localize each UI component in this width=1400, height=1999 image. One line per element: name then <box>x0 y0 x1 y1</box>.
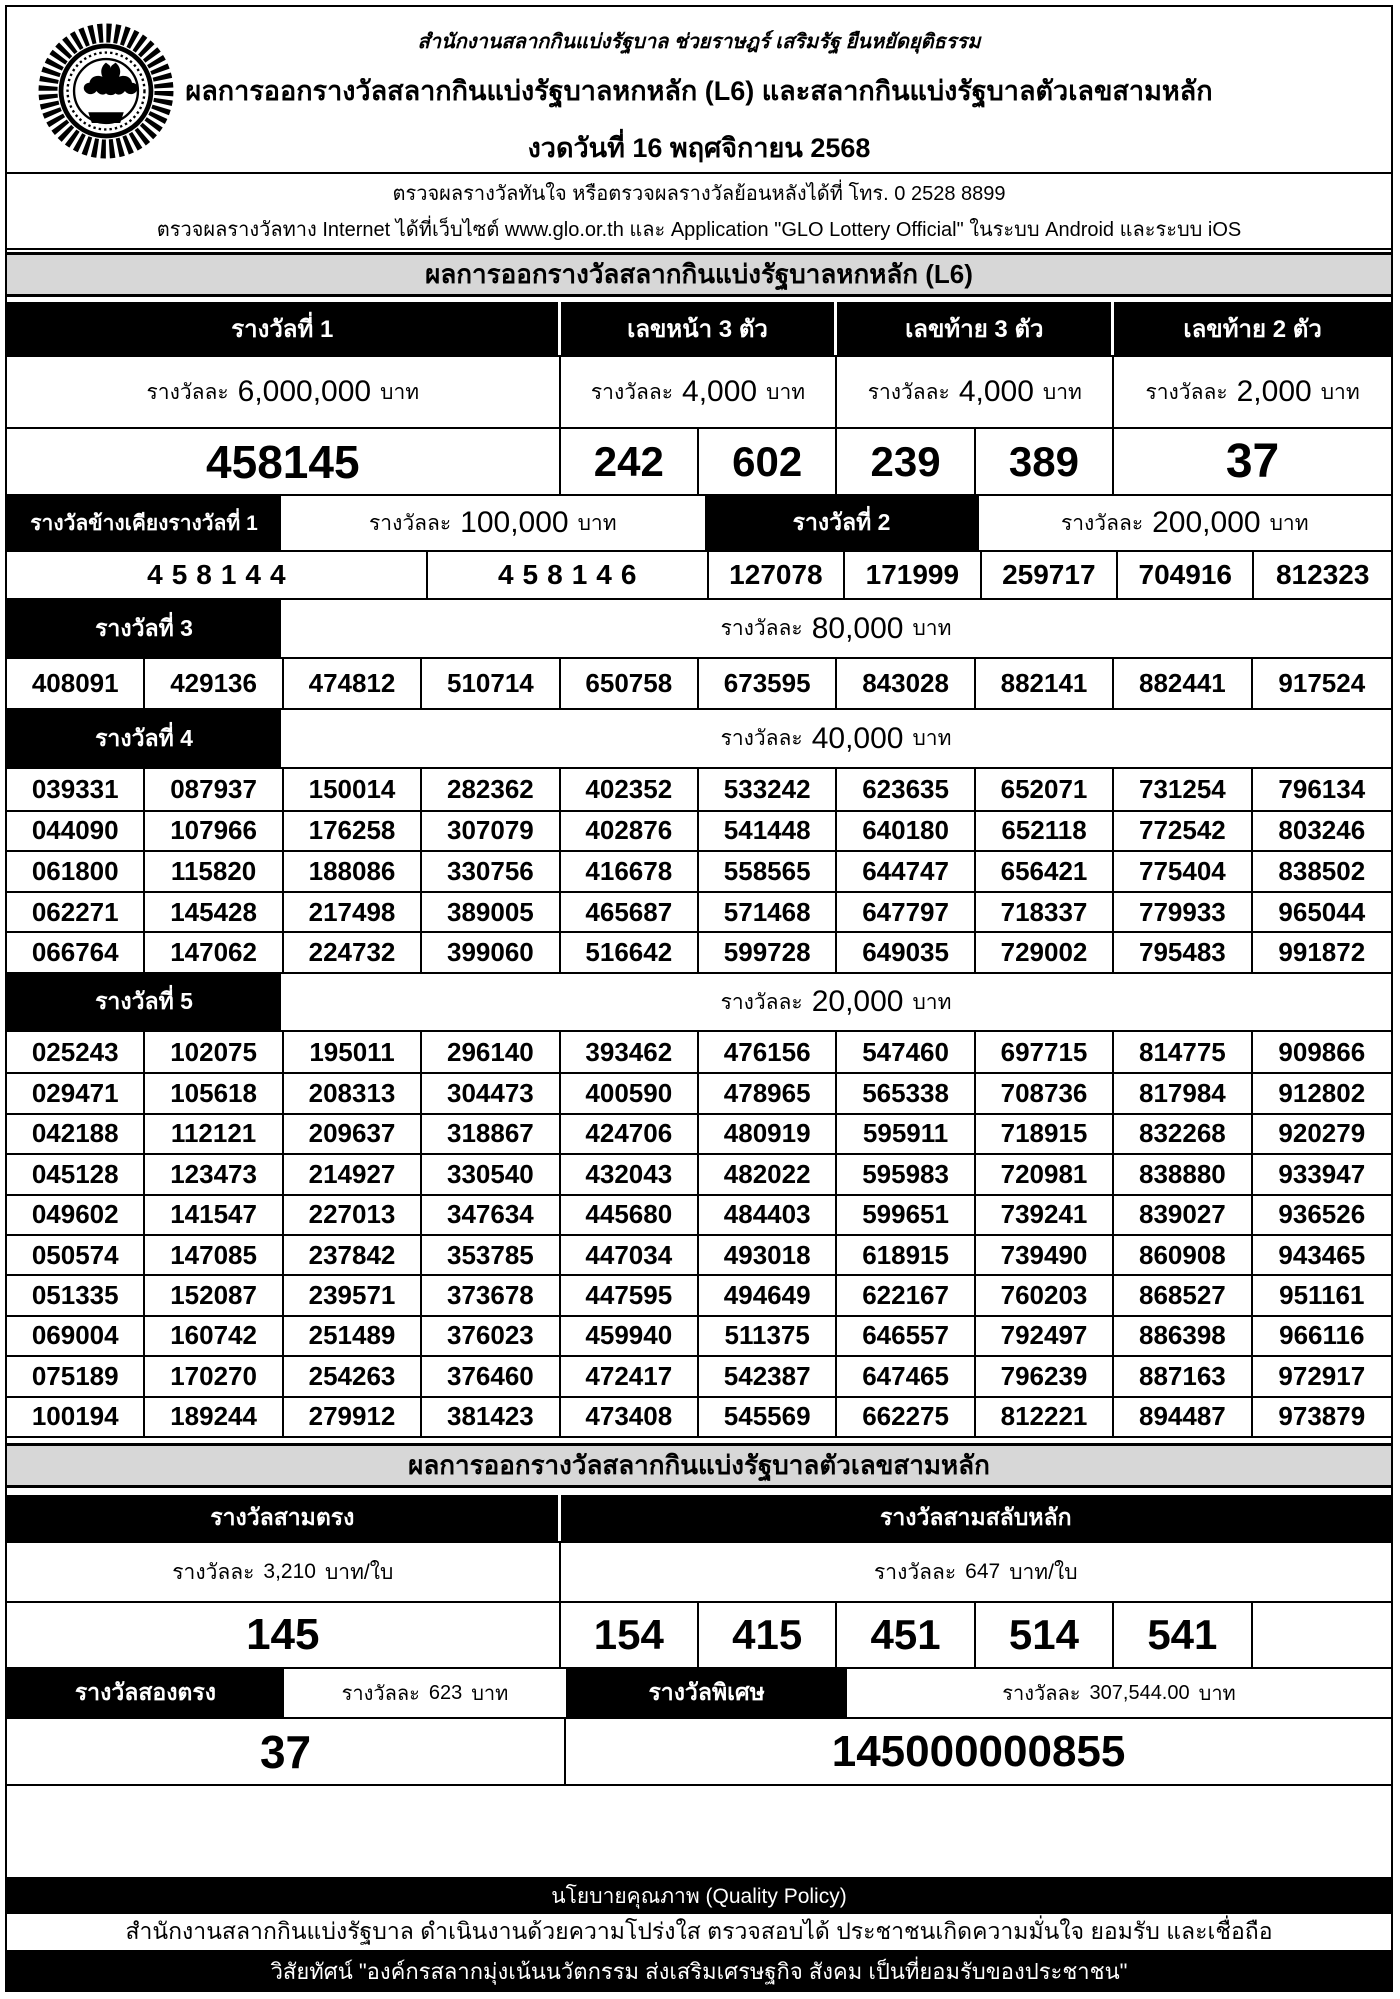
agency-motto: สำนักงานสลากกินแบ่งรัฐบาล ช่วยราษฎร์ เสริมรัฐ ยืนหยัดยุติธรรม <box>417 31 981 53</box>
prize-number: 429136 <box>145 659 283 708</box>
front3-prize-amount <box>561 357 838 427</box>
fourth-prize-amount <box>281 710 1391 767</box>
third-prize-label: รางวัลที่ 3 <box>7 600 281 657</box>
prize-number: 652071 <box>976 769 1114 810</box>
prize-number: 189244 <box>145 1396 283 1436</box>
l6-prize-amounts-row <box>7 357 1391 429</box>
adjacent-number: 458146 <box>428 552 709 598</box>
prize-per-label: รางวัลละ <box>720 990 803 1014</box>
prize-amount: 307,544.00 <box>1089 1681 1190 1704</box>
three-shuffle-number: 451 <box>837 1603 975 1667</box>
prize-number: 814775 <box>1114 1032 1252 1072</box>
prize-per-label: รางวัลละ <box>172 1560 255 1584</box>
prize-per-label: รางวัลละ <box>341 1683 420 1705</box>
prize-per-label: รางวัลละ <box>720 727 803 750</box>
prize-number: 209637 <box>284 1113 422 1153</box>
prize-number: 432043 <box>561 1153 699 1193</box>
prize-number: 599728 <box>699 931 837 972</box>
prize-number: 304473 <box>422 1072 560 1112</box>
prize-number: 373678 <box>422 1274 560 1314</box>
fourth-prize-label: รางวัลที่ 4 <box>7 710 281 767</box>
prize-number: 868527 <box>1114 1274 1252 1314</box>
first-prize-amount <box>7 357 561 427</box>
prize-number: 516642 <box>561 931 699 972</box>
adjacent-number: 458144 <box>7 552 428 598</box>
prize-number: 150014 <box>284 769 422 810</box>
adjacent-prize-amount <box>281 496 705 550</box>
prize-number: 062271 <box>7 891 145 932</box>
baht-label: บาท <box>380 380 420 404</box>
prize-number: 772542 <box>1114 810 1252 851</box>
prize-number: 545569 <box>699 1396 837 1436</box>
first-prize-header: รางวัลที่ 1 <box>7 302 561 355</box>
prize-amount: 623 <box>428 1681 463 1704</box>
prize-number: 282362 <box>422 769 560 810</box>
prize-amount: 647 <box>965 1560 1001 1583</box>
prize-number: 141547 <box>145 1194 283 1234</box>
prize-number: 482022 <box>699 1153 837 1193</box>
fifth-prize-header-row <box>7 974 1391 1032</box>
prize-number: 251489 <box>284 1315 422 1355</box>
blank-area <box>7 1786 1391 1879</box>
three-shuffle-label: รางวัลสามสลับหลัก <box>561 1495 1391 1541</box>
prize-number: 718337 <box>976 891 1114 932</box>
prize-number: 887163 <box>1114 1355 1252 1395</box>
front3-number: 242 <box>561 429 699 494</box>
prize-number: 795483 <box>1114 931 1252 972</box>
prize-number: 838502 <box>1253 850 1391 891</box>
prize-number: 353785 <box>422 1234 560 1274</box>
prize-number: 402352 <box>561 769 699 810</box>
front3-number: 602 <box>699 429 837 494</box>
prize-number: 894487 <box>1114 1396 1252 1436</box>
prize-number: 123473 <box>145 1153 283 1193</box>
prize-amount: 2,000 <box>1236 375 1312 408</box>
prize-number: 330540 <box>422 1153 560 1193</box>
prize-number: 330756 <box>422 850 560 891</box>
baht-label: บาท <box>912 990 952 1014</box>
prize-number: 376023 <box>422 1315 560 1355</box>
check-results-info <box>7 172 1391 250</box>
prize-number: 465687 <box>561 891 699 932</box>
l6-winning-numbers-row <box>7 429 1391 496</box>
prize-per-label: รางวัลละ <box>874 1560 957 1584</box>
n3-section-title: ผลการออกรางวัลสลากกินแบ่งรัฐบาลตัวเลขสามหลัก <box>7 1443 1391 1488</box>
prize-number: 389005 <box>422 891 560 932</box>
prize-number: 622167 <box>837 1274 975 1314</box>
three-shuffle-number: 415 <box>699 1603 837 1667</box>
n3-prize-amounts-row <box>7 1543 1391 1603</box>
prize-number: 966116 <box>1253 1315 1391 1355</box>
prize-number: 045128 <box>7 1153 145 1193</box>
last3-prize-amount <box>837 357 1114 427</box>
prize-number: 565338 <box>837 1072 975 1112</box>
fifth-prize-label: รางวัลที่ 5 <box>7 974 281 1030</box>
baht-label: บาท <box>471 1683 509 1705</box>
third-prize-header-row <box>7 600 1391 659</box>
prize-number: 599651 <box>837 1194 975 1234</box>
prize-number: 494649 <box>699 1274 837 1314</box>
prize-amount: 40,000 <box>811 721 904 755</box>
third-prize-numbers-grid <box>7 659 1391 710</box>
prize-number: 595911 <box>837 1113 975 1153</box>
prize-number: 459940 <box>561 1315 699 1355</box>
prize-number: 214927 <box>284 1153 422 1193</box>
prize-number: 511375 <box>699 1315 837 1355</box>
prize-number: 195011 <box>284 1032 422 1072</box>
prize-number: 112121 <box>145 1113 283 1153</box>
baht-label: บาท <box>912 617 952 640</box>
adjacent-second-numbers-row <box>7 552 1391 600</box>
prize-number: 254263 <box>284 1355 422 1395</box>
prize-number: 817984 <box>1114 1072 1252 1112</box>
prize-number: 533242 <box>699 769 837 810</box>
prize-number: 618915 <box>837 1234 975 1274</box>
last2-number: 37 <box>1225 435 1280 488</box>
prize-number: 936526 <box>1253 1194 1391 1234</box>
prize-number: 640180 <box>837 810 975 851</box>
prize-number: 760203 <box>976 1274 1114 1314</box>
two-straight-label: รางวัลสองตรง <box>7 1669 284 1717</box>
prize-number: 739490 <box>976 1234 1114 1274</box>
prize-number: 152087 <box>145 1274 283 1314</box>
baht-label: บาท <box>1269 511 1309 535</box>
baht-label: บาท <box>1320 380 1360 404</box>
prize-number: 510714 <box>422 659 560 708</box>
prize-amount: 6,000,000 <box>237 375 372 408</box>
prize-number: 595983 <box>837 1153 975 1193</box>
prize-number: 416678 <box>561 850 699 891</box>
three-shuffle-number: 541 <box>1114 1603 1252 1667</box>
second-prize-label: รางวัลที่ 2 <box>705 496 979 550</box>
prize-number: 445680 <box>561 1194 699 1234</box>
three-shuffle-number: 154 <box>561 1603 699 1667</box>
prize-number: 480919 <box>699 1113 837 1153</box>
baht-label: บาท <box>766 380 806 404</box>
last3-header: เลขท้าย 3 ตัว <box>837 302 1114 355</box>
prize-number: 920279 <box>1253 1113 1391 1153</box>
three-shuffle-prize-amount <box>561 1543 1391 1601</box>
prize-number: 044090 <box>7 810 145 851</box>
baht-label: บาท <box>577 511 617 535</box>
prize-number: 662275 <box>837 1396 975 1436</box>
three-straight-number: 145 <box>7 1603 561 1667</box>
draw-date: งวดวันที่ 16 พฤศจิกายน 2568 <box>527 133 871 163</box>
prize-number: 102075 <box>145 1032 283 1072</box>
prize-number: 973879 <box>1253 1396 1391 1436</box>
prize-amount: 3,210 <box>263 1560 316 1583</box>
prize-number: 376460 <box>422 1355 560 1395</box>
prize-number: 650758 <box>561 659 699 708</box>
prize-number: 147062 <box>145 931 283 972</box>
front3-header: เลขหน้า 3 ตัว <box>561 302 838 355</box>
prize-number: 646557 <box>837 1315 975 1355</box>
glo-seal-icon <box>35 17 177 165</box>
prize-number: 170270 <box>145 1355 283 1395</box>
three-shuffle-number: 514 <box>976 1603 1114 1667</box>
prize-number: 237842 <box>284 1234 422 1274</box>
prize-number: 647465 <box>837 1355 975 1395</box>
prize-number: 318867 <box>422 1113 560 1153</box>
prize-number: 571468 <box>699 891 837 932</box>
prize-number: 066764 <box>7 931 145 972</box>
fifth-prize-numbers-grid <box>7 1032 1391 1438</box>
prize-number: 188086 <box>284 850 422 891</box>
special-prize-amount <box>847 1669 1391 1717</box>
l6-section-bar-wrap <box>7 250 1391 302</box>
prize-number: 623635 <box>837 769 975 810</box>
prize-amount: 80,000 <box>811 611 904 645</box>
three-straight-label: รางวัลสามตรง <box>7 1495 561 1541</box>
prize-number: 224732 <box>284 931 422 972</box>
prize-number: 731254 <box>1114 769 1252 810</box>
prize-number: 145428 <box>145 891 283 932</box>
prize-number: 775404 <box>1114 850 1252 891</box>
quality-policy-bar: นโยบายคุณภาพ (Quality Policy) <box>7 1879 1391 1914</box>
two-straight-prize-amount <box>284 1669 566 1717</box>
prize-number: 160742 <box>145 1315 283 1355</box>
fourth-prize-header-row <box>7 710 1391 769</box>
prize-number: 447595 <box>561 1274 699 1314</box>
check-results-internet-line: ตรวจผลรางวัลทาง Internet ได้ที่เว็บไซต์ www.glo.or.th และ Application "GLO Lottery Official" ในระบบ Android และระบบ iOS <box>156 218 1242 241</box>
prize-number: 279912 <box>284 1396 422 1436</box>
prize-number: 697715 <box>976 1032 1114 1072</box>
prize-number: 039331 <box>7 769 145 810</box>
prize-number: 647797 <box>837 891 975 932</box>
first-prize-number: 458145 <box>7 429 561 494</box>
prize-number: 400590 <box>561 1072 699 1112</box>
prize-number: 408091 <box>7 659 145 708</box>
prize-number: 105618 <box>145 1072 283 1112</box>
baht-per-ticket-label: บาท/ใบ <box>1009 1560 1078 1584</box>
last3-number: 239 <box>837 429 975 494</box>
prize-number: 493018 <box>699 1234 837 1274</box>
prize-number: 478965 <box>699 1072 837 1112</box>
second-prize-number: 259717 <box>982 552 1118 598</box>
prize-number: 951161 <box>1253 1274 1391 1314</box>
prize-number: 917524 <box>1278 668 1366 698</box>
prize-amount: 100,000 <box>460 506 569 539</box>
prize-number: 239571 <box>284 1274 422 1314</box>
prize-number: 909866 <box>1278 1036 1366 1067</box>
prize-per-label: รางวัลละ <box>867 380 950 404</box>
prize-per-label: รางวัลละ <box>590 380 674 404</box>
prize-number: 029471 <box>7 1072 145 1112</box>
page-title: ผลการออกรางวัลสลากกินแบ่งรัฐบาลหกหลัก (L6) และสลากกินแบ่งรัฐบาลตัวเลขสามหลัก <box>185 76 1213 106</box>
vision-bar: วิสัยทัศน์ "องค์กรสลากมุ่งเน้นนวัตกรรม ส่งเสริมเศรษฐกิจ สังคม เป็นที่ยอมรับของประชาชน" <box>7 1952 1391 1990</box>
prize-number: 393462 <box>561 1032 699 1072</box>
prize-number: 943465 <box>1253 1234 1391 1274</box>
prize-number: 558565 <box>699 850 837 891</box>
prize-number: 803246 <box>1253 810 1391 851</box>
last2-prize-amount <box>1114 357 1391 427</box>
prize-per-label: รางวัลละ <box>1060 511 1144 535</box>
prize-per-label: รางวัลละ <box>146 380 229 404</box>
prize-number: 832268 <box>1114 1113 1252 1153</box>
header <box>7 7 1391 172</box>
prize-number: 025243 <box>7 1032 145 1072</box>
adjacent-prize-label: รางวัลข้างเคียงรางวัลที่ 1 <box>7 496 281 550</box>
prize-number: 991872 <box>1253 931 1391 972</box>
special-prize-number: 145000000855 <box>831 1726 1126 1776</box>
prize-number: 720981 <box>976 1153 1114 1193</box>
fourth-prize-numbers-grid <box>7 769 1391 974</box>
adjacent-second-header-row <box>7 496 1391 552</box>
prize-number: 843028 <box>837 659 975 708</box>
prize-amount: 4,000 <box>958 375 1034 408</box>
prize-number: 208313 <box>284 1072 422 1112</box>
prize-number: 649035 <box>837 931 975 972</box>
prize-per-label: รางวัลละ <box>1145 380 1228 404</box>
prize-amount: 20,000 <box>811 985 904 1018</box>
prize-number: 296140 <box>422 1032 560 1072</box>
n3-section-bar-wrap <box>7 1438 1391 1495</box>
prize-number: 812221 <box>976 1396 1114 1436</box>
prize-number: 729002 <box>976 931 1114 972</box>
prize-number: 933947 <box>1253 1153 1391 1193</box>
three-straight-prize-amount <box>7 1543 561 1601</box>
prize-amount: 4,000 <box>682 375 758 408</box>
prize-number: 476156 <box>699 1032 837 1072</box>
two-special-header-row <box>7 1669 1391 1719</box>
prize-number: 087937 <box>145 769 283 810</box>
prize-number: 656421 <box>976 850 1114 891</box>
prize-number: 061800 <box>7 850 145 891</box>
second-prize-number: 704916 <box>1118 552 1254 598</box>
prize-number: 100194 <box>7 1396 145 1436</box>
prize-number: 792497 <box>976 1315 1114 1355</box>
baht-label: บาท <box>1198 1683 1236 1705</box>
prize-number: 839027 <box>1114 1194 1252 1234</box>
prize-number: 541448 <box>699 810 837 851</box>
prize-number: 424706 <box>561 1113 699 1153</box>
prize-number: 107966 <box>145 810 283 851</box>
prize-number: 381423 <box>422 1396 560 1436</box>
prize-number: 796239 <box>976 1355 1114 1395</box>
prize-number: 347634 <box>422 1194 560 1234</box>
n3-header-row <box>7 1495 1391 1543</box>
prize-number: 447034 <box>561 1234 699 1274</box>
two-special-numbers-row <box>7 1719 1391 1786</box>
prize-number: 796134 <box>1278 773 1366 804</box>
last3-number: 389 <box>976 429 1114 494</box>
lottery-results-sheet <box>5 5 1393 1992</box>
prize-number: 673595 <box>699 659 837 708</box>
prize-number: 069004 <box>7 1315 145 1355</box>
prize-number: 050574 <box>7 1234 145 1274</box>
prize-number: 147085 <box>145 1234 283 1274</box>
prize-amount: 200,000 <box>1152 506 1261 539</box>
prize-number: 472417 <box>561 1355 699 1395</box>
prize-number: 402876 <box>561 810 699 851</box>
prize-number: 708736 <box>976 1072 1114 1112</box>
prize-per-label: รางวัลละ <box>720 617 803 640</box>
prize-number: 718915 <box>976 1113 1114 1153</box>
prize-number: 739241 <box>976 1194 1114 1234</box>
prize-number: 965044 <box>1253 891 1391 932</box>
prize-number: 042188 <box>7 1113 145 1153</box>
prize-number: 882141 <box>976 659 1114 708</box>
quality-policy-text: สำนักงานสลากกินแบ่งรัฐบาล ดำเนินงานด้วยความโปร่งใส ตรวจสอบได้ ประชาชนเกิดความมั่นใจ ยอมรับ และเชื่อถือ <box>7 1914 1391 1952</box>
prize-number: 652118 <box>976 810 1114 851</box>
l6-top-header-row <box>7 302 1391 357</box>
prize-number: 474812 <box>284 659 422 708</box>
second-prize-number: 127078 <box>709 552 845 598</box>
prize-number: 972917 <box>1253 1355 1391 1395</box>
prize-number: 176258 <box>284 810 422 851</box>
prize-per-label: รางวัลละ <box>369 511 452 535</box>
special-prize-label: รางวัลพิเศษ <box>566 1669 847 1717</box>
baht-label: บาท <box>912 727 952 750</box>
second-prize-number: 171999 <box>845 552 981 598</box>
prize-number: 838880 <box>1114 1153 1252 1193</box>
prize-number: 307079 <box>422 810 560 851</box>
empty-cell <box>1253 1603 1391 1667</box>
prize-number: 075189 <box>7 1355 145 1395</box>
prize-number: 227013 <box>284 1194 422 1234</box>
prize-number: 217498 <box>284 891 422 932</box>
prize-number: 051335 <box>7 1274 145 1314</box>
prize-number: 860908 <box>1114 1234 1252 1274</box>
third-prize-amount <box>281 600 1391 657</box>
prize-number: 644747 <box>837 850 975 891</box>
baht-label: บาท <box>1042 380 1082 404</box>
prize-number: 912802 <box>1253 1072 1391 1112</box>
check-results-phone-line: ตรวจผลรางวัลทันใจ หรือตรวจผลรางวัลย้อนหลังได้ที่ โทร. 0 2528 8899 <box>392 183 1006 206</box>
prize-number: 115820 <box>145 850 283 891</box>
n3-numbers-row <box>7 1603 1391 1669</box>
prize-number: 882441 <box>1114 659 1252 708</box>
last2-header: เลขท้าย 2 ตัว <box>1114 302 1391 355</box>
prize-number: 473408 <box>561 1396 699 1436</box>
fifth-prize-amount <box>281 974 1391 1030</box>
prize-number: 542387 <box>699 1355 837 1395</box>
second-prize-number: 812323 <box>1275 559 1370 590</box>
prize-per-label: รางวัลละ <box>1002 1683 1081 1705</box>
prize-number: 886398 <box>1114 1315 1252 1355</box>
prize-number: 547460 <box>837 1032 975 1072</box>
prize-number: 484403 <box>699 1194 837 1234</box>
l6-section-title: ผลการออกรางวัลสลากกินแบ่งรัฐบาลหกหลัก (L6) <box>7 252 1391 297</box>
prize-number: 049602 <box>7 1194 145 1234</box>
prize-number: 779933 <box>1114 891 1252 932</box>
second-prize-amount <box>979 496 1391 550</box>
prize-number: 399060 <box>422 931 560 972</box>
two-straight-number: 37 <box>7 1719 566 1784</box>
baht-per-ticket-label: บาท/ใบ <box>324 1560 394 1584</box>
